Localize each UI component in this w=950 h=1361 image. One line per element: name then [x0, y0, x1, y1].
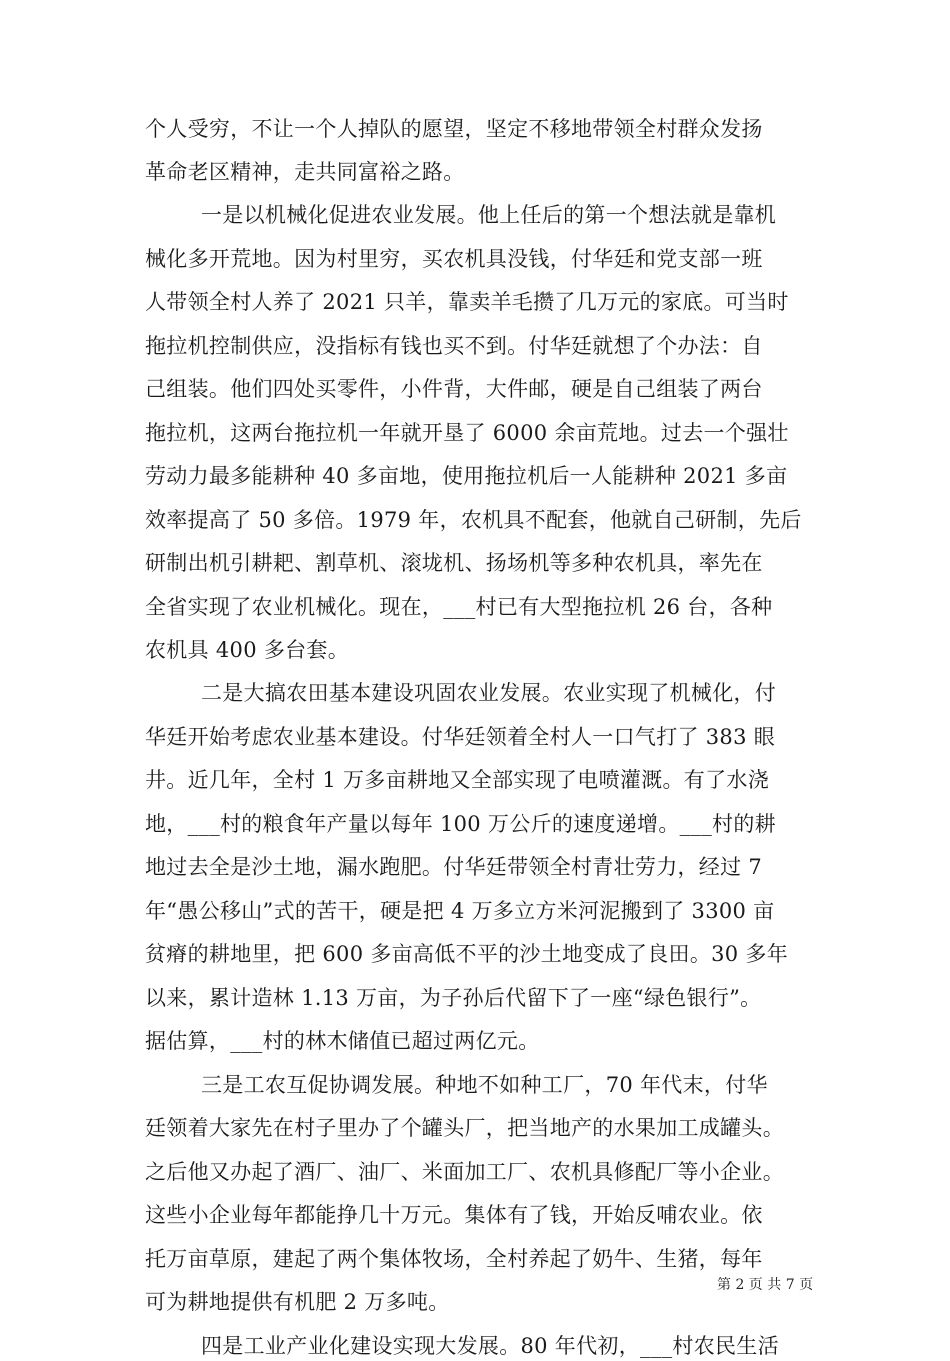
text-line: 己组装。他们四处买零件，小件背，大件邮，硬是自己组装了两台: [145, 377, 763, 401]
text-line: 以来，累计造林 1.13 万亩，为子孙后代留下了一座“绿色银行”。: [145, 986, 762, 1010]
text-line: 人带领全村人养了 2021 只羊，靠卖羊毛攒了几万元的家底。可当时: [145, 290, 789, 314]
text-line: 劳动力最多能耕种 40 多亩地，使用拖拉机后一人能耕种 2021 多亩: [145, 464, 788, 488]
text-line: 贫瘠的耕地里，把 600 多亩高低不平的沙土地变成了良田。30 多年: [145, 942, 789, 966]
text-line: 拖拉机，这两台拖拉机一年就开垦了 6000 余亩荒地。过去一个强壮: [145, 421, 789, 445]
text-line: 研制出机引耕耙、割草机、滚垅机、扬场机等多种农机具，率先在: [145, 551, 763, 575]
paragraph-first-line: 四是工业产业化建设实现大发展。80 年代初，___村农民生活: [201, 1334, 779, 1358]
text-line: 这些小企业每年都能挣几十万元。集体有了钱，开始反哺农业。依: [145, 1203, 763, 1227]
text-line: 华廷开始考虑农业基本建设。付华廷领着全村人一口气打了 383 眼: [145, 725, 776, 749]
paragraph-first-line: 三是工农互促协调发展。种地不如种工厂，70 年代末，付华: [201, 1073, 768, 1097]
page-number: 第 2 页 共 7 页: [717, 1277, 814, 1293]
text-line: 地，___村的粮食年产量以每年 100 万公斤的速度递增。___村的耕: [145, 812, 776, 836]
paragraph-first-line: 一是以机械化促进农业发展。他上任后的第一个想法就是靠机: [201, 203, 777, 227]
text-line: 可为耕地提供有机肥 2 万多吨。: [145, 1290, 450, 1314]
text-line: 拖拉机控制供应，没指标有钱也买不到。付华廷就想了个办法：自: [145, 334, 763, 358]
text-line: 托万亩草原，建起了两个集体牧场，全村养起了奶牛、生猪，每年: [145, 1247, 763, 1271]
text-line: 革命老区精神，走共同富裕之路。: [145, 160, 465, 184]
text-line: 地过去全是沙土地，漏水跑肥。付华廷带领全村青壮劳力，经过 7: [145, 855, 763, 879]
text-line: 效率提高了 50 多倍。1979 年，农机具不配套，他就自己研制，先后: [145, 508, 802, 532]
text-line: 之后他又办起了酒厂、油厂、米面加工厂、农机具修配厂等小企业。: [145, 1160, 784, 1184]
text-line: 全省实现了农业机械化。现在，___村已有大型拖拉机 26 台，各种: [145, 595, 773, 619]
text-line: 年“愚公移山”式的苦干，硬是把 4 万多立方米河泥搬到了 3300 亩: [145, 899, 775, 923]
text-line: 个人受穷，不让一个人掉队的愿望，坚定不移地带领全村群众发扬: [145, 117, 763, 141]
paragraph-first-line: 二是大搞农田基本建设巩固农业发展。农业实现了机械化，付: [201, 681, 777, 705]
text-line: 农机具 400 多台套。: [145, 638, 350, 662]
text-line: 井。近几年，全村 1 万多亩耕地又全部实现了电喷灌溉。有了水浇: [145, 768, 770, 792]
text-line: 据估算，___村的林木储值已超过两亿元。: [145, 1029, 540, 1053]
text-line: 廷领着大家先在村子里办了个罐头厂，把当地产的水果加工成罐头。: [145, 1116, 784, 1140]
text-line: 械化多开荒地。因为村里穷，买农机具没钱，付华廷和党支部一班: [145, 247, 763, 271]
